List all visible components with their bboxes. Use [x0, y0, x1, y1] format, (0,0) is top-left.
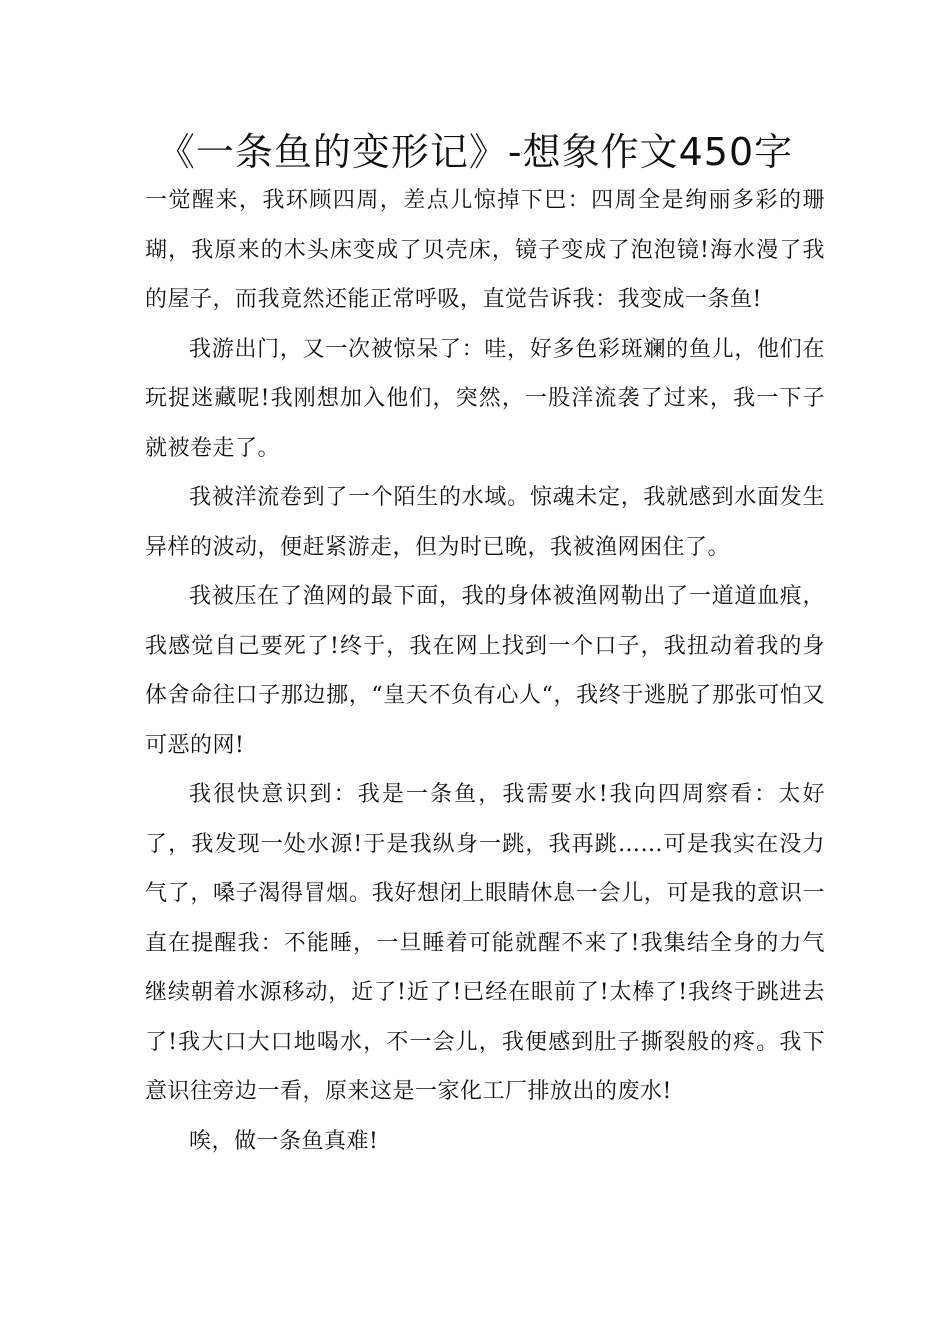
paragraph-6: 唉，做一条鱼真难! — [189, 1128, 379, 1154]
document-title: 《一条鱼的变形记》-想象作文450字 — [156, 130, 794, 174]
essay-body — [145, 176, 825, 1166]
paragraph-3: 我被洋流卷到了一个陌生的水域。惊魂未定，我就感到水面发生异样的波动，便赶紧游走，但为时已晚，我被渔网困住了。 — [145, 485, 825, 560]
paragraph-1: 一觉醒来，我环顾四周，差点儿惊掉下巴：四周全是绚丽多彩的珊瑚，我原来的木头床变成了贝壳床，镜子变成了泡泡镜!海水漫了我的屋子，而我竟然还能正常呼吸，直觉告诉我：我变成一条鱼! — [145, 188, 825, 312]
paragraph-2: 我游出门，又一次被惊呆了：哇，好多色彩斑斓的鱼儿，他们在玩捉迷藏呢!我刚想加入他们，突然，一股洋流袭了过来，我一下子就被卷走了。 — [145, 336, 825, 461]
paragraph-4: 我被压在了渔网的最下面，我的身体被渔网勒出了一道道血痕，我感觉自己要死了!终于，我在网上找到一个口子，我扭动着我的身体舍命往口子那边挪，“皇天不负有心人“，我终于逃脱了那张可怕又可恶的网! — [145, 584, 825, 758]
paragraph-5: 我很快意识到：我是一条鱼，我需要水!我向四周察看：太好了，我发现一处水源!于是我纵身一跳，我再跳……可是我实在没力气了，嗓子渴得冒烟。我好想闭上眼睛休息一会儿，可是我的意识一直在提醒我：不能睡，一旦睡着可能就醒不来了!我集结全身的力气继续朝着水源移动，近了!近了!已经在眼前了!太棒了!我终于跳进去了!我大口大口地喝水，不一会儿，我便感到肚子撕裂般的疼。我下意识往旁边一看，原来这是一家化工厂排放出的废水! — [145, 782, 825, 1104]
